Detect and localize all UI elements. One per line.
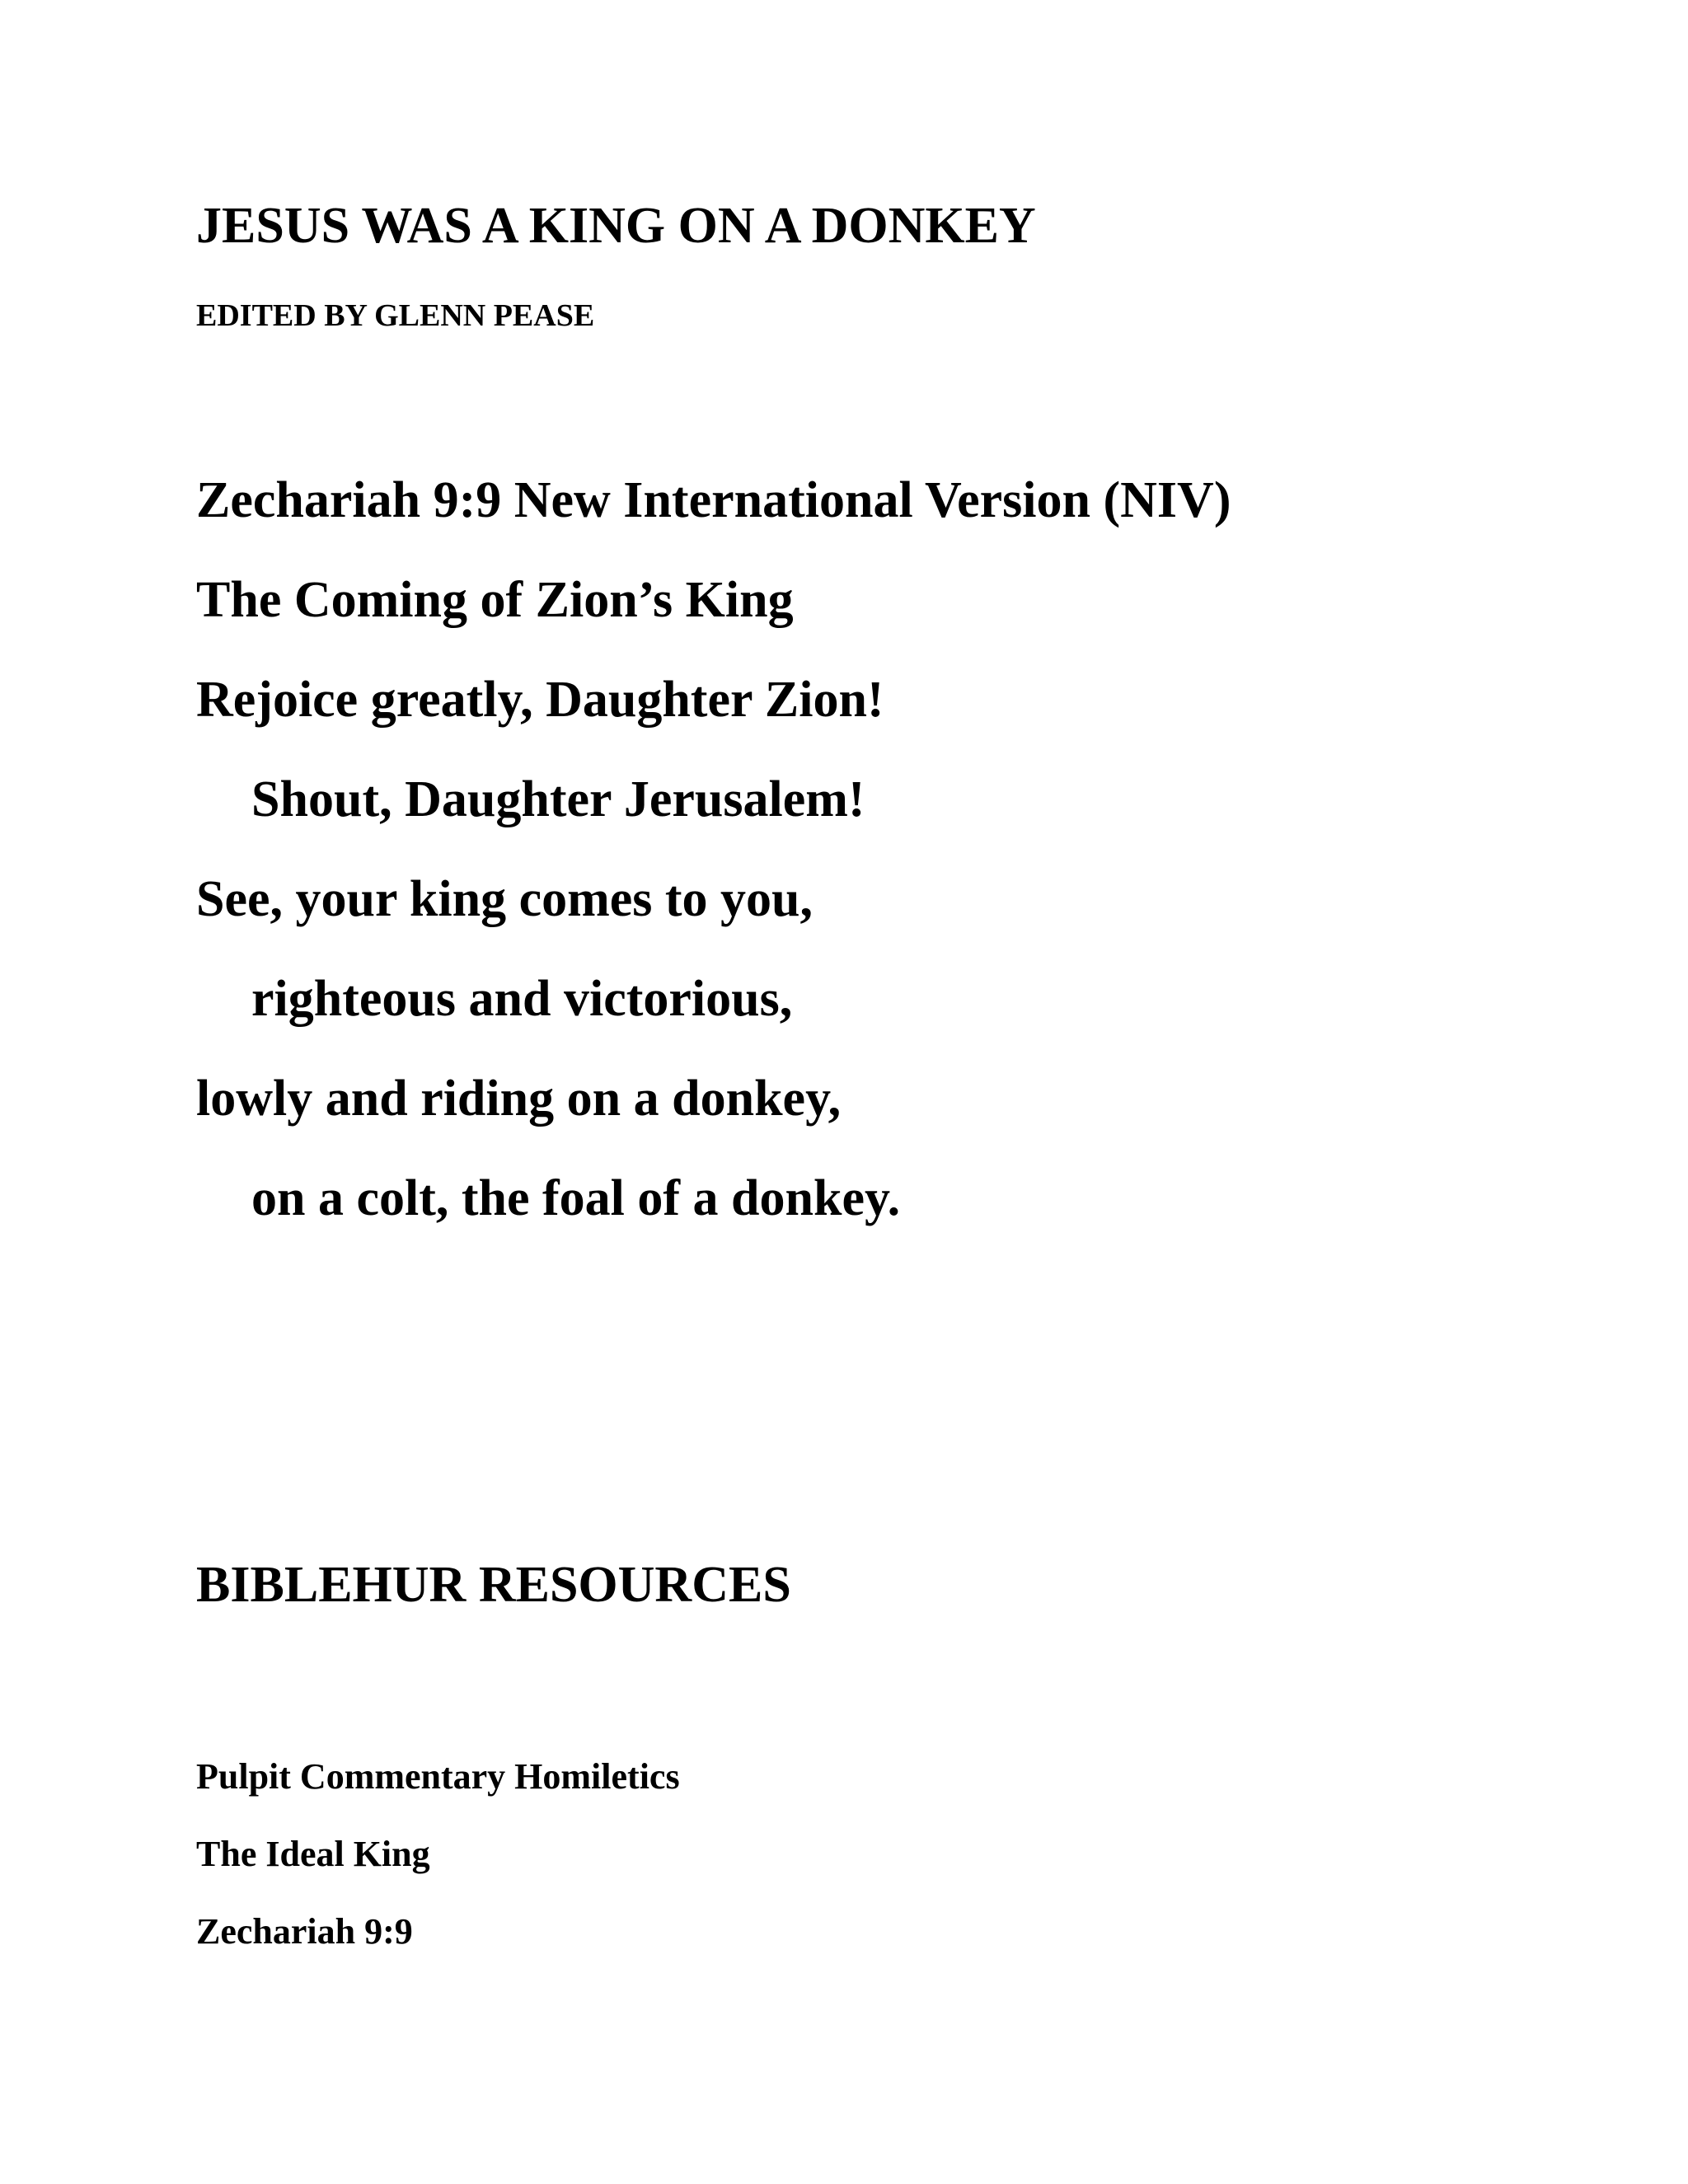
document-byline: EDITED BY GLENN PEASE — [196, 298, 595, 333]
verse-line: See, your king comes to you, — [196, 871, 814, 927]
document-title: JESUS WAS A KING ON A DONKEY — [196, 198, 1036, 254]
resource-source: Pulpit Commentary Homiletics — [196, 1756, 680, 1797]
resource-reference: Zechariah 9:9 — [196, 1911, 413, 1952]
verse-line: lowly and riding on a donkey, — [196, 1071, 842, 1127]
resource-subtitle: The Ideal King — [196, 1834, 430, 1874]
verse-line: on a colt, the foal of a donkey. — [251, 1170, 901, 1226]
scripture-reference: Zechariah 9:9 New International Version (NIV) — [196, 472, 1231, 528]
verse-line: Rejoice greatly, Daughter Zion! — [196, 672, 884, 728]
verse-line: Shout, Daughter Jerusalem! — [251, 771, 865, 827]
scripture-heading: The Coming of Zion’s King — [196, 572, 794, 628]
verse-line: righteous and victorious, — [251, 971, 793, 1027]
section-heading: BIBLEHUR RESOURCES — [196, 1557, 791, 1613]
